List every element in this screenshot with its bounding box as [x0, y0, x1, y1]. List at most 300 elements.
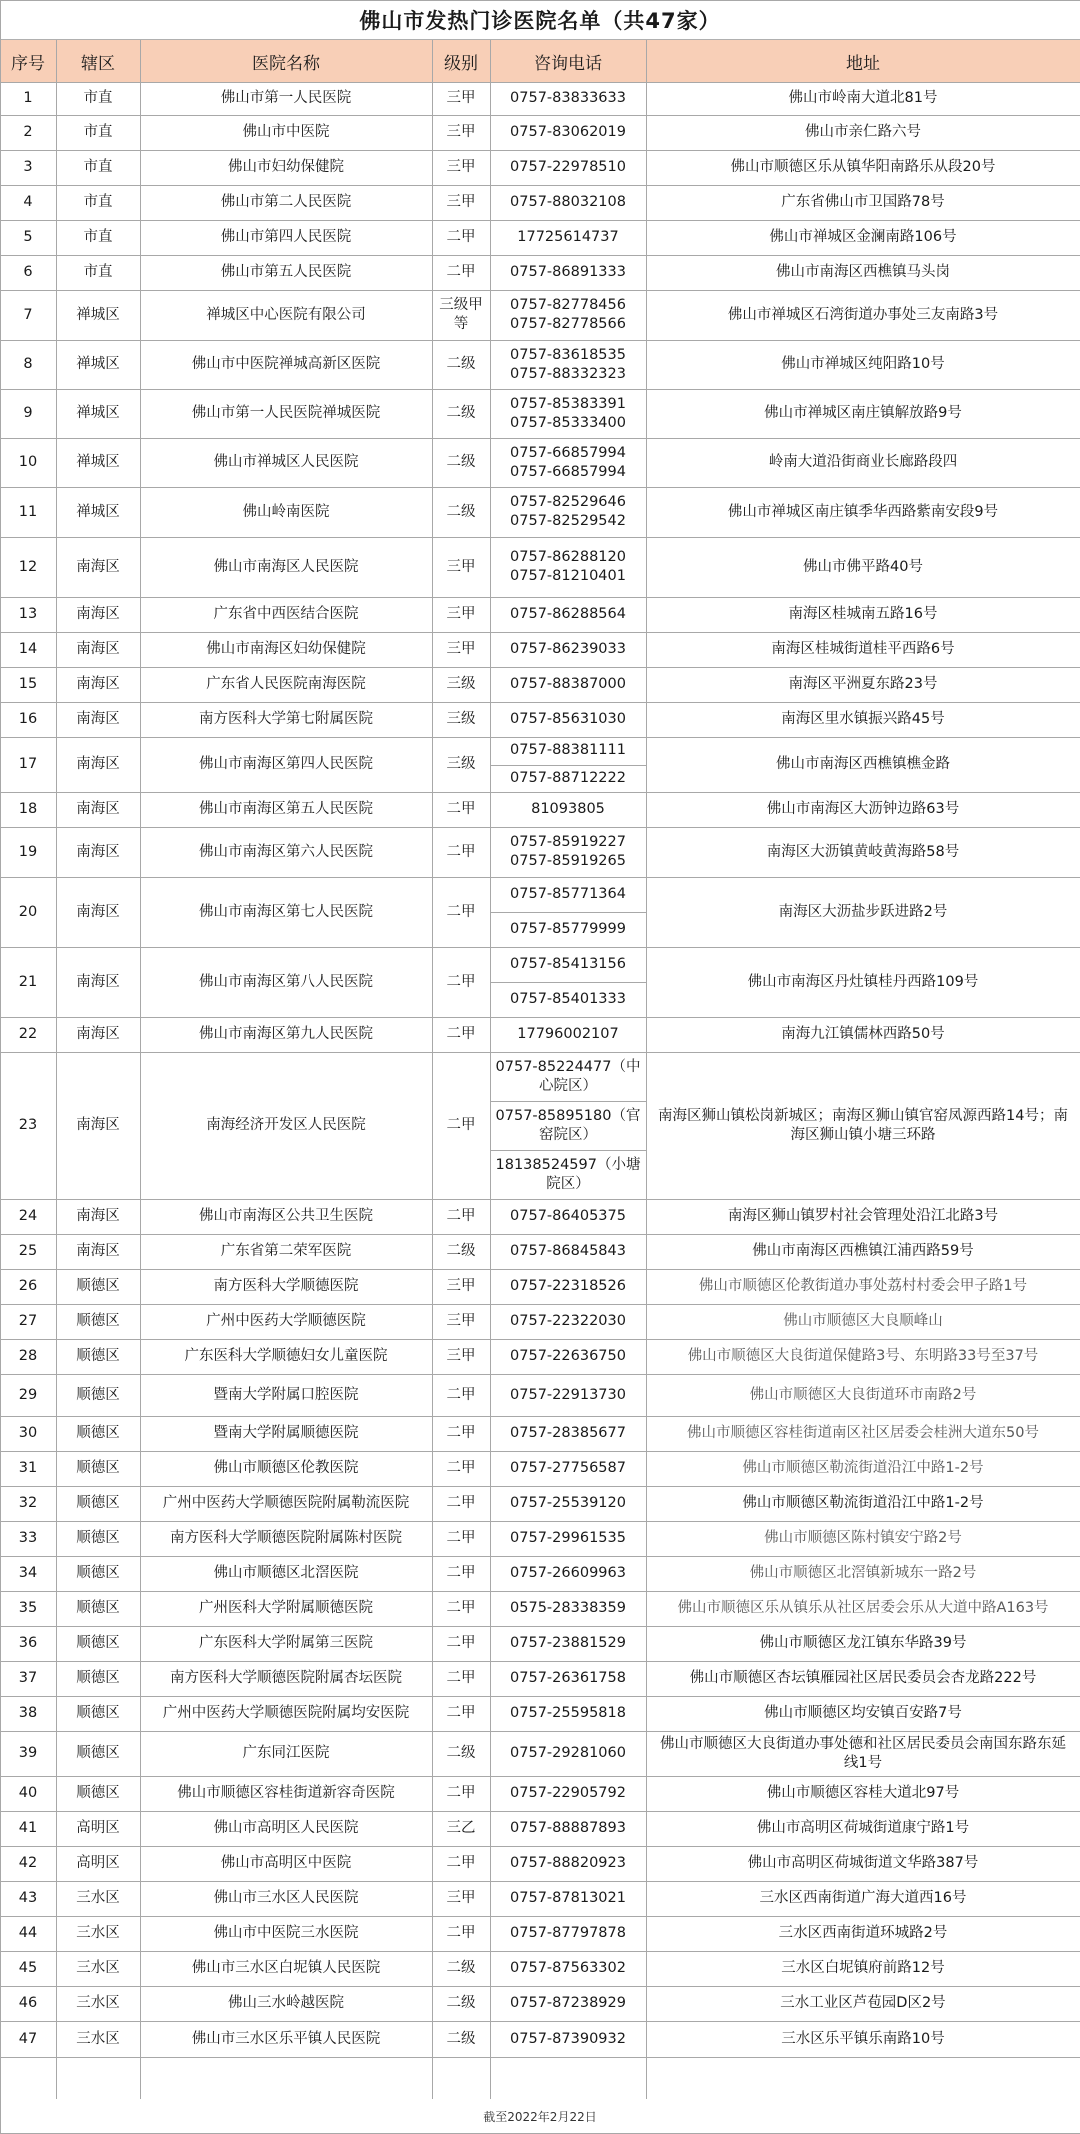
grid-hline [490, 1150, 646, 1151]
grid-hline [0, 290, 1080, 291]
grid-hline [0, 702, 1080, 703]
grid-hline [0, 1776, 1080, 1777]
grid-hline [0, 1451, 1080, 1452]
cell-phone [490, 1661, 646, 1696]
cell-phone [490, 537, 646, 597]
phone-number: 0757-86288120 [510, 549, 626, 566]
phone-number: 0757-82529646 [510, 494, 626, 511]
cell-phone [490, 150, 646, 185]
cell-address: 佛山市顺德区大良街道环市南路2号 [749, 1386, 977, 1403]
phone-number: 0757-28385677 [510, 1425, 626, 1442]
cell-address: 三水区白坭镇府前路12号 [781, 1960, 945, 1977]
phone-number: 0757-83833633 [510, 90, 626, 107]
grid-hline [0, 438, 1080, 439]
cell-no: 30 [18, 1425, 38, 1442]
grid-hline [0, 1304, 1080, 1305]
cell-phone: 0757-88381111 [510, 742, 626, 759]
cell-phone [490, 1234, 646, 1269]
cell-hospital-name: 佛山市南海区第八人民医院 [199, 973, 373, 990]
cell-hospital-name: 南方医科大学顺德医院附属陈村医院 [170, 1530, 402, 1547]
grid-hline [0, 2021, 1080, 2022]
footer-note: 截至2022年2月22日 [483, 2109, 597, 2124]
cell-address: 南海区桂城南五路16号 [788, 606, 938, 623]
cell-hospital-name: 广州中医药大学顺德医院 [206, 1313, 366, 1330]
cell-phone: 0757-85401333 [510, 991, 626, 1008]
cell-district: 南海区 [76, 973, 120, 990]
cell-level: 二甲 [446, 973, 476, 990]
cell-hospital-name: 佛山市顺德区容桂街道新容奇医院 [177, 1785, 395, 1802]
cell-hospital-name: 暨南大学附属顺德医院 [213, 1425, 359, 1442]
cell-no: 13 [18, 606, 38, 623]
phone-number: 81093805 [531, 801, 605, 818]
cell-no: 42 [18, 1855, 38, 1872]
cell-district: 市直 [83, 90, 113, 107]
cell-phone [490, 389, 646, 438]
grid-hline [0, 877, 1080, 878]
cell-address: 南海区狮山镇罗村社会管理处沿江北路3号 [727, 1208, 999, 1225]
cell-hospital-name: 广州中医药大学顺德医院附属均安医院 [162, 1705, 410, 1722]
cell-no: 12 [18, 558, 38, 575]
cell-no: 16 [18, 711, 38, 728]
cell-level: 二甲 [446, 1705, 476, 1722]
cell-address: 三水区西南街道环城路2号 [778, 1925, 948, 1942]
cell-level: 二级 [446, 1995, 476, 2012]
cell-hospital-name: 佛山市第五人民医院 [220, 264, 352, 281]
phone-number: 0757-85333400 [510, 414, 626, 431]
cell-phone: 0757-85224477（中心院区） [495, 1058, 641, 1094]
grid-vline [56, 40, 57, 2099]
cell-district: 顺德区 [76, 1635, 120, 1652]
grid-hline [0, 115, 1080, 116]
cell-hospital-name: 佛山市顺德区伦教医院 [213, 1460, 359, 1477]
cell-no: 7 [23, 306, 33, 323]
phone-number: 17725614737 [517, 229, 619, 246]
cell-address: 南海区平洲夏东路23号 [788, 676, 938, 693]
cell-hospital-name: 广东同江医院 [242, 1745, 330, 1762]
phone-number: 0757-22318526 [510, 1278, 626, 1295]
grid-hline [0, 1556, 1080, 1557]
phone-number: 0757-87390932 [510, 2030, 626, 2047]
phone-number: 0757-87797878 [510, 1925, 626, 1942]
cell-no: 34 [18, 1565, 38, 1582]
cell-district: 高明区 [76, 1855, 120, 1872]
cell-district: 顺德区 [76, 1425, 120, 1442]
phone-number: 17796002107 [517, 1026, 619, 1043]
grid-hline [0, 220, 1080, 221]
cell-district: 南海区 [76, 1243, 120, 1260]
grid-hline [0, 1374, 1080, 1375]
cell-hospital-name: 佛山市三水区乐平镇人民医院 [191, 2030, 381, 2047]
header-district: 辖区 [56, 40, 140, 82]
grid-hline [0, 1951, 1080, 1952]
cell-no: 36 [18, 1635, 38, 1652]
cell-phone [490, 220, 646, 255]
cell-no: 10 [18, 454, 38, 471]
grid-hline [0, 2057, 1080, 2058]
phone-number: 0757-22913730 [510, 1386, 626, 1403]
cell-phone [490, 1521, 646, 1556]
cell-hospital-name: 南方医科大学顺德医院 [213, 1278, 359, 1295]
cell-phone [490, 1846, 646, 1881]
cell-district: 禅城区 [76, 356, 120, 373]
grid-vline [490, 40, 491, 2099]
cell-no: 39 [18, 1745, 38, 1762]
cell-phone [490, 1017, 646, 1052]
cell-phone: 0757-88712222 [510, 769, 626, 786]
cell-phone [490, 667, 646, 702]
cell-phone [490, 702, 646, 737]
cell-hospital-name: 佛山市禅城区人民医院 [213, 454, 359, 471]
cell-no: 6 [23, 264, 33, 281]
cell-address: 佛山市顺德区乐从镇乐从社区居委会乐从大道中路A163号 [677, 1600, 1049, 1617]
cell-district: 禅城区 [76, 405, 120, 422]
cell-level: 三甲 [446, 90, 476, 107]
cell-address: 佛山市南海区丹灶镇桂丹西路109号 [747, 973, 979, 990]
cell-address: 南海区大沥镇黄岐黄海路58号 [766, 843, 960, 860]
cell-district: 顺德区 [76, 1705, 120, 1722]
phone-number: 0757-26361758 [510, 1670, 626, 1687]
cell-address: 佛山市顺德区容桂大道北97号 [766, 1785, 960, 1802]
cell-district: 南海区 [76, 843, 120, 860]
cell-address: 佛山市顺德区杏坛镇雁园社区居民委员会杏龙路222号 [689, 1670, 1037, 1687]
cell-no: 18 [18, 801, 38, 818]
cell-hospital-name: 佛山市第一人民医院 [220, 90, 352, 107]
phone-number: 0757-87563302 [510, 1960, 626, 1977]
cell-address: 广东省佛山市卫国路78号 [781, 194, 945, 211]
cell-level: 二甲 [446, 1026, 476, 1043]
cell-level: 三甲 [446, 194, 476, 211]
cell-phone [490, 1199, 646, 1234]
cell-district: 南海区 [76, 558, 120, 575]
cell-level: 二甲 [446, 1855, 476, 1872]
cell-district: 顺德区 [76, 1495, 120, 1512]
grid-hline [0, 632, 1080, 633]
cell-hospital-name: 佛山市高明区中医院 [220, 1855, 352, 1872]
cell-hospital-name: 佛山市南海区第四人民医院 [199, 756, 373, 773]
cell-address: 佛山市佛平路40号 [803, 558, 923, 575]
cell-level: 二甲 [446, 229, 476, 246]
phone-number: 0757-81210401 [510, 568, 626, 584]
grid-hline [0, 597, 1080, 598]
grid-hline [0, 1017, 1080, 1018]
cell-phone [490, 1416, 646, 1451]
grid-hline [0, 1626, 1080, 1627]
cell-no: 9 [23, 405, 33, 422]
cell-phone [490, 1776, 646, 1811]
cell-no: 22 [18, 1026, 38, 1043]
cell-hospital-name: 暨南大学附属口腔医院 [213, 1386, 359, 1403]
cell-level: 三甲 [446, 159, 476, 176]
cell-no: 43 [18, 1890, 38, 1907]
cell-phone [490, 255, 646, 290]
grid-hline [490, 765, 646, 766]
cell-phone [490, 487, 646, 537]
phone-number: 0757-86405375 [510, 1208, 626, 1225]
phone-number: 0757-83062019 [510, 124, 626, 141]
grid-hline [0, 82, 1080, 83]
cell-no: 40 [18, 1785, 38, 1802]
cell-level: 二甲 [446, 1670, 476, 1687]
cell-address: 佛山市顺德区容桂街道南区社区居委会桂洲大道东50号 [687, 1425, 1039, 1442]
phone-number: 0757-87813021 [510, 1890, 626, 1907]
grid-hline [0, 827, 1080, 828]
phone-number: 0757-87238929 [510, 1995, 626, 2012]
grid-hline [0, 1339, 1080, 1340]
cell-phone [490, 290, 646, 340]
cell-level: 二甲 [446, 1460, 476, 1477]
cell-no: 27 [18, 1313, 38, 1330]
grid-hline [490, 982, 646, 983]
cell-level: 二甲 [446, 1117, 476, 1134]
cell-district: 顺德区 [76, 1530, 120, 1547]
cell-phone [490, 2021, 646, 2057]
grid-hline [0, 1052, 1080, 1053]
cell-address: 佛山市高明区荷城街道文华路387号 [747, 1855, 979, 1872]
cell-address: 佛山市顺德区大良街道办事处德和社区居民委员会南国东路东延线1号 [660, 1735, 1066, 1771]
cell-district: 市直 [83, 264, 113, 281]
phone-number: 0757-85383391 [510, 395, 626, 412]
cell-no: 17 [18, 756, 38, 773]
grid-hline [0, 1234, 1080, 1235]
cell-address: 佛山市顺德区大良顺峰山 [783, 1313, 943, 1330]
cell-district: 市直 [83, 124, 113, 141]
cell-phone [490, 1696, 646, 1731]
phone-number: 0575-28338359 [510, 1600, 626, 1617]
cell-hospital-name: 广州中医药大学顺德医院附属勒流医院 [162, 1495, 410, 1512]
cell-phone [490, 82, 646, 115]
grid-vline [140, 40, 141, 2099]
cell-level: 二级 [446, 2030, 476, 2047]
cell-no: 15 [18, 676, 38, 693]
cell-address: 南海区桂城街道桂平西路6号 [771, 641, 955, 658]
cell-district: 顺德区 [76, 1386, 120, 1403]
cell-level: 二甲 [446, 1386, 476, 1403]
grid-hline [0, 792, 1080, 793]
cell-level: 二甲 [446, 1565, 476, 1582]
cell-phone [490, 1881, 646, 1916]
cell-hospital-name: 广州医科大学附属顺德医院 [199, 1600, 373, 1617]
phone-number: 0757-88032108 [510, 194, 626, 211]
cell-district: 顺德区 [76, 1460, 120, 1477]
phone-number: 0757-23881529 [510, 1635, 626, 1652]
cell-no: 24 [18, 1208, 38, 1225]
phone-number: 0757-88887893 [510, 1820, 626, 1837]
cell-address: 南海区里水镇振兴路45号 [781, 711, 945, 728]
phone-number: 0757-82778566 [510, 316, 626, 332]
cell-district: 南海区 [76, 756, 120, 773]
grid-hline [0, 255, 1080, 256]
cell-district: 南海区 [76, 711, 120, 728]
cell-district: 禅城区 [76, 454, 120, 471]
phone-number: 0757-25595818 [510, 1705, 626, 1722]
cell-phone [490, 1731, 646, 1776]
cell-district: 高明区 [76, 1820, 120, 1837]
cell-phone: 0757-85771364 [510, 886, 626, 903]
phone-number: 0757-26609963 [510, 1565, 626, 1582]
phone-number: 0757-86288564 [510, 606, 626, 623]
phone-number: 0757-86845843 [510, 1243, 626, 1260]
phone-number: 0757-85631030 [510, 711, 626, 728]
header-level: 级别 [432, 40, 490, 82]
cell-district: 顺德区 [76, 1785, 120, 1802]
cell-phone [490, 185, 646, 220]
cell-level: 二级 [446, 1243, 476, 1260]
cell-address: 佛山市禅城区金澜南路106号 [769, 229, 957, 246]
cell-phone [490, 1556, 646, 1591]
cell-phone: 0757-85779999 [510, 921, 626, 938]
cell-hospital-name: 佛山市第二人民医院 [220, 194, 352, 211]
cell-district: 南海区 [76, 903, 120, 920]
grid-hline [0, 340, 1080, 341]
cell-hospital-name: 佛山市中医院禅城高新区医院 [191, 356, 381, 373]
phone-number: 0757-86891333 [510, 264, 626, 281]
cell-no: 25 [18, 1243, 38, 1260]
cell-phone [490, 340, 646, 389]
cell-no: 8 [23, 356, 33, 373]
cell-level: 三甲 [446, 1278, 476, 1295]
grid-hline [0, 1846, 1080, 1847]
cell-no: 47 [18, 2030, 38, 2047]
cell-level: 二甲 [446, 801, 476, 818]
cell-address: 佛山市顺德区勒流街道沿江中路1-2号 [742, 1460, 984, 1477]
cell-phone [490, 1591, 646, 1626]
phone-number: 0757-22636750 [510, 1348, 626, 1365]
cell-no: 11 [18, 503, 38, 520]
phone-number: 0757-22978510 [510, 159, 626, 176]
grid-hline [0, 1486, 1080, 1487]
cell-phone [490, 1269, 646, 1304]
grid-vline [432, 40, 433, 2099]
cell-phone [490, 597, 646, 632]
cell-hospital-name: 佛山市南海区第六人民医院 [199, 843, 373, 860]
cell-hospital-name: 南海经济开发区人民医院 [206, 1117, 366, 1134]
cell-level: 三甲 [446, 124, 476, 141]
cell-level: 二甲 [446, 1425, 476, 1442]
cell-level: 三甲 [446, 1348, 476, 1365]
cell-hospital-name: 广东医科大学顺德妇女儿童医院 [184, 1348, 388, 1365]
cell-district: 市直 [83, 194, 113, 211]
cell-no: 28 [18, 1348, 38, 1365]
phone-number: 0757-86239033 [510, 641, 626, 658]
cell-hospital-name: 佛山岭南医院 [242, 503, 330, 520]
cell-address: 佛山市顺德区北滘镇新城东一路2号 [749, 1565, 977, 1582]
grid-hline [0, 1696, 1080, 1697]
grid-hline [0, 185, 1080, 186]
cell-level: 二甲 [446, 264, 476, 281]
cell-level: 三乙 [446, 1820, 476, 1837]
cell-address: 佛山市南海区西樵镇马头岗 [776, 264, 950, 281]
cell-address: 三水区乐平镇乐南路10号 [781, 2030, 945, 2047]
cell-no: 3 [23, 159, 33, 176]
cell-address: 佛山市顺德区陈村镇安宁路2号 [764, 1530, 962, 1547]
cell-address: 佛山市高明区荷城街道康宁路1号 [756, 1820, 970, 1837]
cell-level: 二甲 [446, 1208, 476, 1225]
phone-number: 0757-88387000 [510, 676, 626, 693]
grid-hline [0, 487, 1080, 488]
cell-hospital-name: 广东省第二荣军医院 [220, 1243, 352, 1260]
cell-no: 21 [18, 973, 38, 990]
phone-number: 0757-66857994 [510, 444, 626, 461]
cell-hospital-name: 佛山市第一人民医院禅城医院 [191, 405, 381, 422]
cell-address: 佛山市顺德区均安镇百安路7号 [764, 1705, 962, 1722]
grid-hline [0, 1416, 1080, 1417]
cell-no: 45 [18, 1960, 38, 1977]
cell-phone [490, 632, 646, 667]
cell-level: 二甲 [446, 1925, 476, 1942]
cell-hospital-name: 广东省人民医院南海医院 [206, 676, 366, 693]
cell-district: 市直 [83, 159, 113, 176]
cell-hospital-name: 佛山市南海区第七人民医院 [199, 903, 373, 920]
grid-hline [0, 1731, 1080, 1732]
cell-phone [490, 1304, 646, 1339]
phone-number: 0757-88820923 [510, 1855, 626, 1872]
cell-phone: 18138524597（小塘院区） [495, 1156, 641, 1192]
cell-district: 南海区 [76, 676, 120, 693]
cell-district: 顺德区 [76, 1745, 120, 1762]
grid-hline [0, 1881, 1080, 1882]
cell-address: 佛山市岭南大道北81号 [788, 90, 938, 107]
cell-no: 35 [18, 1600, 38, 1617]
grid-hline [0, 1986, 1080, 1987]
cell-hospital-name: 广东医科大学附属第三医院 [199, 1635, 373, 1652]
cell-district: 禅城区 [76, 306, 120, 323]
cell-address: 佛山市禅城区南庄镇解放路9号 [764, 405, 962, 422]
cell-level: 二甲 [446, 1600, 476, 1617]
cell-hospital-name: 佛山三水岭越医院 [228, 1995, 344, 2012]
cell-no: 5 [23, 229, 33, 246]
cell-phone [490, 1339, 646, 1374]
grid-vline [646, 40, 647, 2099]
cell-phone [490, 1916, 646, 1951]
cell-no: 41 [18, 1820, 38, 1837]
grid-hline [0, 737, 1080, 738]
phone-number: 0757-82778456 [510, 297, 626, 314]
phone-number: 0757-83618535 [510, 346, 626, 363]
cell-district: 市直 [83, 229, 113, 246]
cell-hospital-name: 佛山市南海区人民医院 [213, 558, 359, 575]
cell-no: 14 [18, 641, 38, 658]
cell-level: 二甲 [446, 903, 476, 920]
cell-level: 二甲 [446, 1785, 476, 1802]
cell-level: 二甲 [446, 843, 476, 860]
cell-level: 二甲 [446, 1495, 476, 1512]
cell-level: 三级甲等 [439, 297, 483, 332]
phone-number: 0757-88332323 [510, 365, 626, 382]
cell-level: 三甲 [446, 1890, 476, 1907]
cell-no: 19 [18, 843, 38, 860]
cell-phone [490, 1986, 646, 2021]
cell-phone [490, 827, 646, 877]
cell-address: 南海区大沥盐步跃进路2号 [778, 903, 948, 920]
cell-level: 二级 [446, 405, 476, 422]
cell-phone [490, 1451, 646, 1486]
cell-no: 33 [18, 1530, 38, 1547]
cell-district: 三水区 [76, 1995, 120, 2012]
cell-address: 佛山市南海区西樵镇江浦西路59号 [752, 1243, 974, 1260]
cell-district: 顺德区 [76, 1565, 120, 1582]
cell-address: 三水工业区芦苞园D区2号 [780, 1995, 946, 2012]
table-title: 佛山市发热门诊医院名单（共47家） [0, 0, 1080, 40]
header-name: 医院名称 [140, 40, 432, 82]
header-no: 序号 [0, 40, 56, 82]
grid-hline [0, 1521, 1080, 1522]
cell-hospital-name: 佛山市三水区人民医院 [213, 1890, 359, 1907]
grid-hline [0, 1199, 1080, 1200]
cell-district: 禅城区 [76, 503, 120, 520]
phone-number: 0757-27756587 [510, 1460, 626, 1477]
cell-hospital-name: 禅城区中心医院有限公司 [206, 306, 366, 323]
phone-number: 0757-82529542 [510, 513, 626, 529]
